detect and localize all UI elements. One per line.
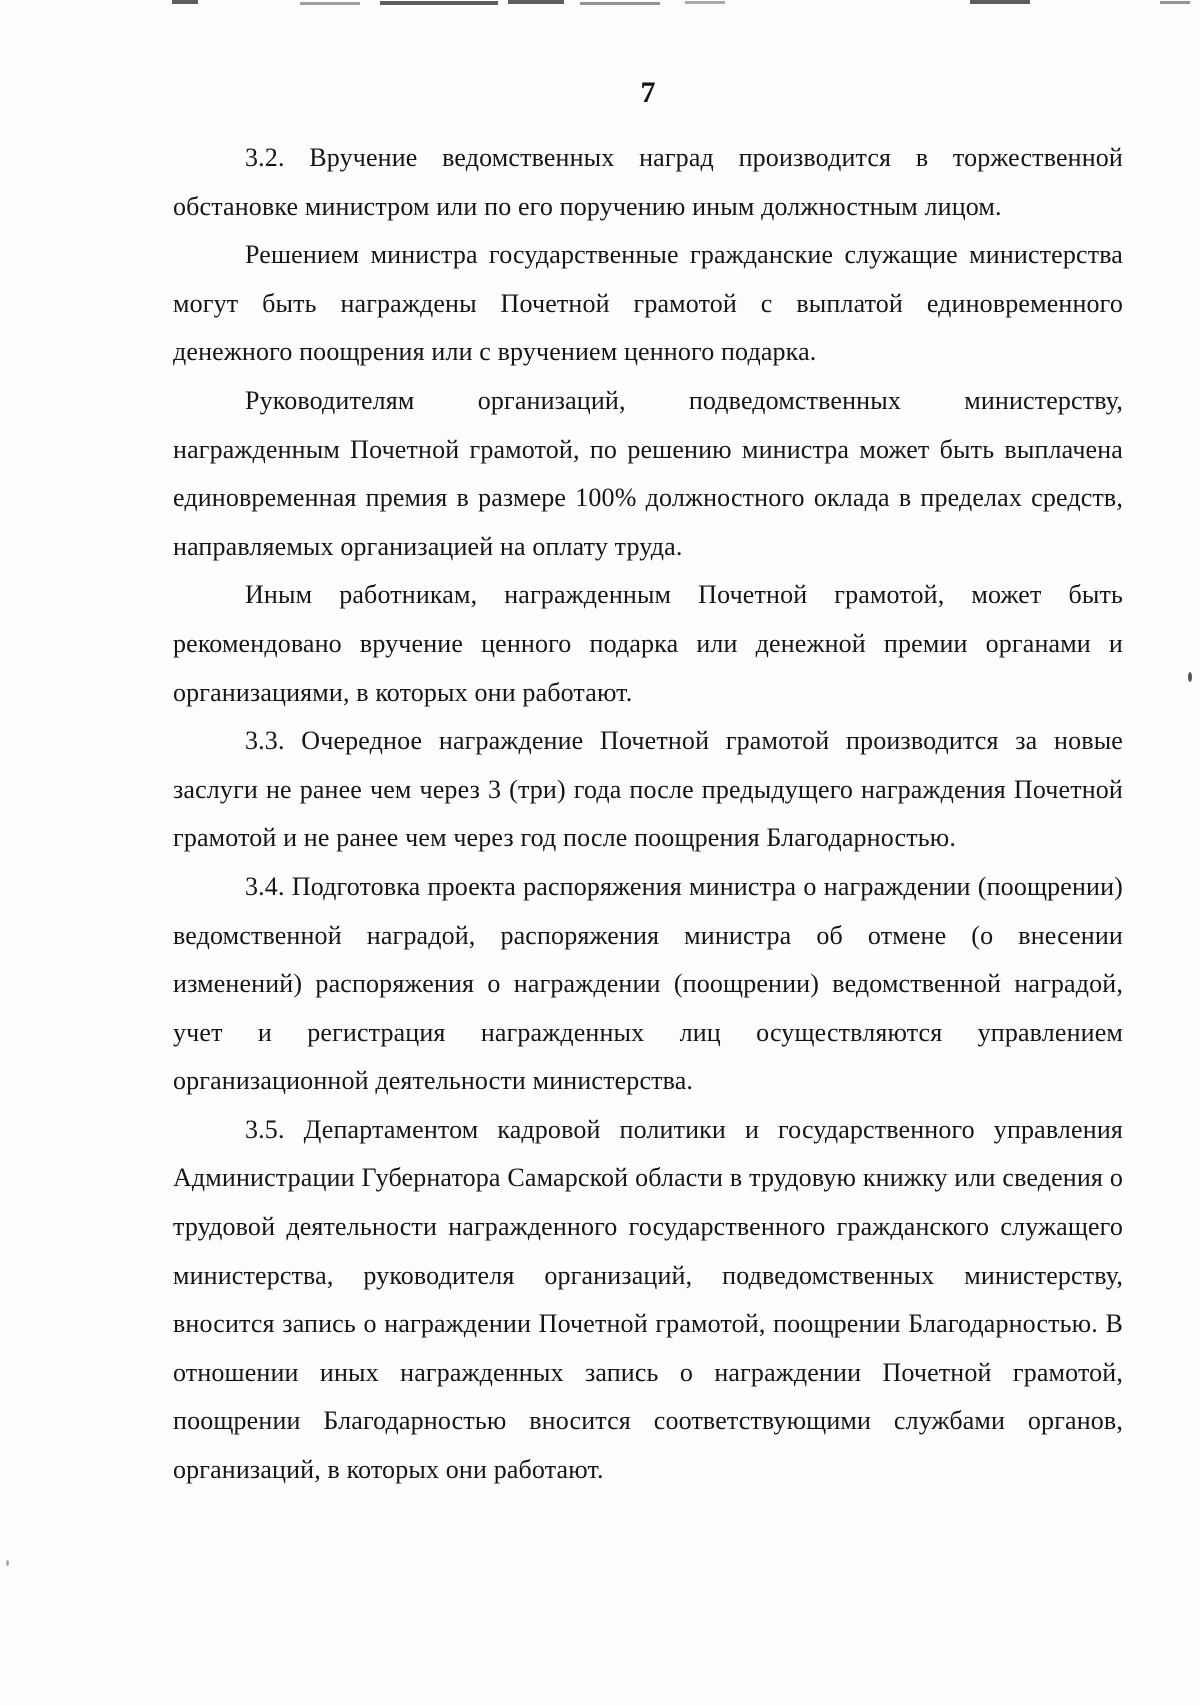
page-number: 7 <box>640 76 656 109</box>
paragraph-3-4: 3.4. Подготовка проекта распоряжения министра о награждении (поощрении) ведомственной наградой, распоряжения министра об отмене (о внесении изменений) распоряжения о награждении (поощрении) ведомственной наградой, учет и регистрация награжденных лиц осуществляются управлением организационной деятельности министерства. <box>173 871 1123 1096</box>
scan-speck <box>1188 672 1192 682</box>
paragraph-heads-bonus: Руководителям организаций, подведомственных министерству, награжденным Почетной грамотой, по решению министра может быть выплачена единовременная премия в размере 100% должностного оклада в пределах средств, направляемых организацией на оплату труда. <box>173 385 1123 561</box>
scan-artifact <box>172 0 198 4</box>
scan-artifact <box>380 1 498 5</box>
scan-artifact <box>970 0 1030 4</box>
paragraph-other-employees: Иным работникам, награжденным Почетной грамотой, может быть рекомендовано вручение ценного подарка или денежной премии органами и организациями, в которых они работают. <box>173 580 1123 707</box>
scan-artifact <box>685 1 725 4</box>
scan-artifact <box>508 0 564 4</box>
document-body <box>173 134 1123 1495</box>
paragraph-3-2: 3.2. Вручение ведомственных наград производится в торжественной обстановке министром или по его поручению иным должностным лицом. <box>173 143 1123 221</box>
paragraph-civil-servants-award: Решением министра государственные гражданские служащие министерства могут быть награждены Почетной грамотой с выплатой единовременного денежного поощрения или с вручением ценного подарка. <box>173 240 1123 367</box>
scan-artifact <box>300 2 360 5</box>
scan-artifact <box>1160 1 1190 4</box>
paragraph-3-3: 3.3. Очередное награждение Почетной грамотой производится за новые заслуги не ранее чем через 3 (три) года после предыдущего награждения Почетной грамотой и не ранее чем через год после поощрения Благодарностью. <box>173 726 1123 853</box>
scan-speck <box>6 1560 9 1566</box>
scan-artifact <box>580 2 660 5</box>
paragraph-3-5: 3.5. Департаментом кадровой политики и государственного управления Администрации Губернатора Самарской области в трудовую книжку или сведения о трудовой деятельности награжденного государственного гражданского служащего министерства, руководителя организаций, подведомственных министерству, вносится запись о награждении Почетной грамотой, поощрении Благодарностью. В отношении иных награжденных запись о награждении Почетной грамотой, поощрении Благодарностью вносится соответствующими службами органов, организаций, в которых они работают. <box>173 1114 1123 1485</box>
